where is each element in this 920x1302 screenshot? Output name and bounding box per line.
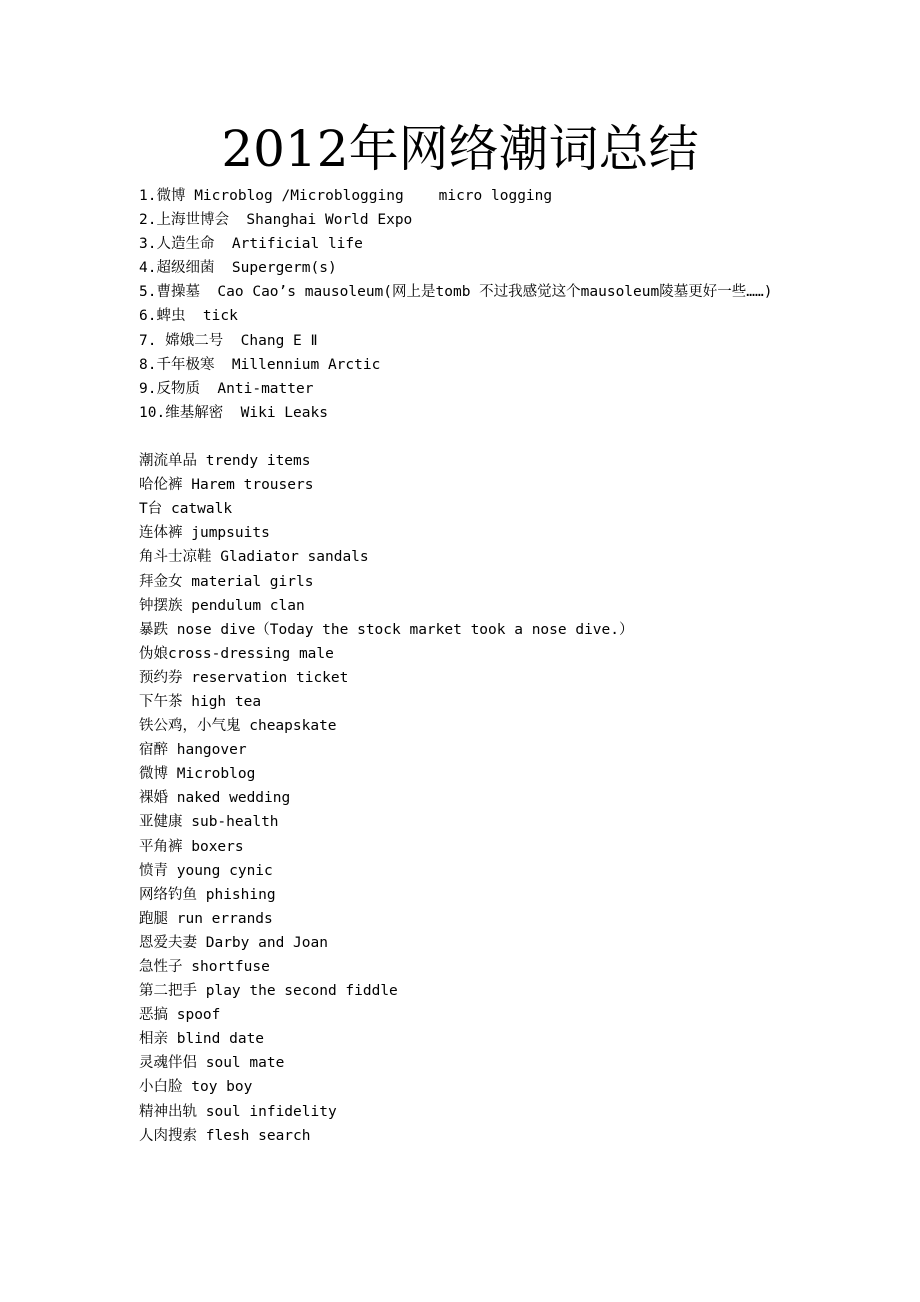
list-item: 10.维基解密 Wiki Leaks [139, 404, 328, 421]
blank-line [139, 425, 789, 449]
term-item: 角斗士凉鞋 Gladiator sandals [139, 549, 369, 566]
term-item: 第二把手 play the second fiddle [139, 983, 398, 1000]
term-item: 愤青 young cynic [139, 862, 273, 879]
term-item: 预约券 reservation ticket [139, 669, 349, 686]
term-item: 宿醉 hangover [139, 742, 247, 759]
term-item: 网络钓鱼 phishing [139, 886, 276, 903]
term-item: 钟摆族 pendulum clan [139, 597, 305, 614]
term-item: 精神出轨 soul infidelity [139, 1103, 337, 1120]
numbered-list [139, 184, 789, 425]
term-item: 哈伦裤 Harem trousers [139, 477, 314, 494]
document-title: 2012年网络潮词总结 [221, 120, 699, 178]
term-item: 拜金女 material girls [139, 573, 314, 590]
term-item: 暴跌 nose dive（Today the stock market took a nose dive.） [139, 621, 634, 638]
term-item: 人肉搜索 flesh search [139, 1127, 311, 1144]
list-item: 9.反物质 Anti-matter [139, 380, 314, 397]
term-item: 恩爱夫妻 Darby and Joan [139, 934, 328, 951]
term-item: 灵魂伴侣 soul mate [139, 1055, 285, 1072]
term-item: 相亲 blind date [139, 1031, 265, 1048]
list-item: 1.微博 Microblog /Microblogging micro logging [139, 188, 553, 204]
terms-list [139, 449, 789, 1148]
term-item: 亚健康 sub-health [139, 814, 279, 831]
list-item: 2.上海世博会 Shanghai World Expo [139, 212, 413, 229]
term-item: 小白脸 toy boy [139, 1079, 253, 1096]
term-item: 连体裤 jumpsuits [139, 525, 270, 542]
term-item: 伪娘cross-dressing male [139, 645, 334, 662]
term-item: 潮流单品 trendy items [139, 453, 311, 470]
term-item: 跑腿 run errands [139, 910, 273, 927]
list-item: 4.超级细菌 Supergerm(s) [139, 260, 337, 277]
term-item: 微博 Microblog [139, 766, 256, 783]
term-item: 铁公鸡，小气鬼 cheapskate [139, 718, 337, 735]
list-item: 8.千年极寒 Millennium Arctic [139, 356, 381, 373]
list-item: 6.蜱虫 tick [139, 308, 238, 325]
term-item: 平角裤 boxers [139, 838, 244, 855]
term-item: 恶搞 spoof [139, 1007, 221, 1024]
list-item: 5.曹操墓 Cao Cao’s mausoleum(网上是tomb 不过我感觉这个mausoleum陵墓更好一些……) [139, 284, 773, 301]
term-item: 下午茶 high tea [139, 693, 262, 710]
term-item: T台 catwalk [139, 501, 233, 518]
list-item: 3.人造生命 Artificial life [139, 236, 363, 253]
term-item: 裸婚 naked wedding [139, 790, 291, 807]
list-item: 7. 嫦娥二号 Chang E Ⅱ [139, 332, 318, 349]
term-item: 急性子 shortfuse [139, 959, 270, 975]
document-body [139, 184, 789, 1148]
